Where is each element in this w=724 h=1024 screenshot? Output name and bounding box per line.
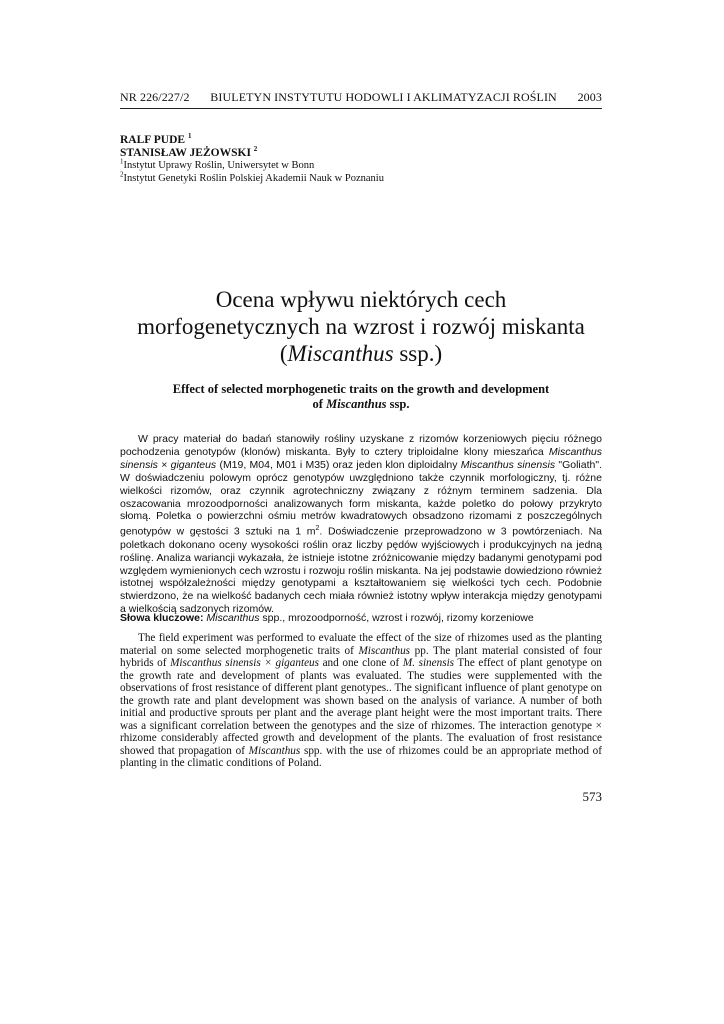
abstract-en-text-4: The effect of plant genotype on the growth rate and development of plants was evaluated. The studies were supplemented with the observations of frost resistance of different plant genotypes.. The significant influence of plant genotype on the growth rate and plant development was shown based on the analysis of variance. A number of both initial and productive sprouts per plant and the average plant height were the most important traits. There was a significant correlation between the genotypes and the size of rhizomes. The interaction genotype × rhizome considerably affected growth and development of the plants. The evaluation of frost resistance showed that propagation of [120,657,602,757]
english-title-suffix: ssp. [386,397,410,411]
author-2-mark: 2 [253,145,258,154]
abstract-en-italic-3: M. sinensis [402,657,455,669]
keywords-genus: Miscanthus [206,612,260,624]
english-title-line-1: Effect of selected morphogenetic traits on the growth and development [172,382,550,396]
page-number: 573 [582,789,602,804]
abstract-pl-italic-2: giganteus [170,458,217,471]
title-line-2: morfogenetycznych na wzrost i rozwój miskanta [137,314,585,339]
title-rest: ssp.) [393,341,443,366]
english-title-line-2 [120,397,602,412]
abstract-pl-text-5: . Doświadczenie przeprowadzono w 3 powtórzeniach. Na poletkach dokonano oceny wysokości roślin oraz liczby pędów wyjściowych i produkcyjnych na jedną roślinę. Analiza wariancji wykazała, że istnieje istotne zróżnicowanie między badanymi genotypami pod względem wymienionych cech wzrostu i rozwoju roślin miskanta. Na jej podstawie dowiedziono również istotnej współzależności między genotypami a kształtowaniem się wielkości tych cech. Podobnie stwierdzono, że na wielkość badanych cech miała również istotny wpływ interakcja między genotypami a wielkością sadzonych rizomów. [120,525,603,616]
author-1-name: RALF PUDE [120,134,186,146]
abstract-pl-text-1: W pracy materiał do badań stanowiły rośliny uzyskane z rizomów korzeniowych pięciu różnego pochodzenia genotypów (klonów) miskanta. Były to cztery triploidalne klony mieszańca [120,433,602,458]
journal-name: BIULETYN INSTYTUTU HODOWLI I AKLIMATYZACJI ROŚLIN [210,90,557,104]
abstract-polish-paragraph [120,433,602,616]
english-title [120,382,602,412]
affiliation-2-mark: 2 [120,170,124,178]
affiliation-1-mark: 1 [120,157,124,166]
abstract-en-italic-4: Miscanthus [248,744,301,757]
abstract-en-text-1: The field experiment was performed to evaluate the effect of the size of rhizomes used as the planting material on some selected morphogenetic traits of [120,632,602,657]
abstract-polish [120,433,602,616]
english-title-genus: Miscanthus [326,397,387,411]
affiliation-1 [120,157,384,173]
abstract-en-text-3: and one clone of [318,657,403,669]
keywords-label: Słowa kluczowe: [120,612,204,624]
abstract-pl-italic-1: Miscanthus sinensis [120,445,602,471]
english-title-prefix: of [312,397,327,411]
author-1 [120,134,384,147]
abstract-english [120,632,602,770]
abstract-en-italic-1: Miscanthus [358,644,411,657]
abstract-en-text-5: spp. with the use of rhizomes could be an appropriate method of planting in the climatic conditions of Poland. [120,744,602,769]
affiliation-1-text: Instytut Uprawy Roślin, Uniwersytet w Bonn [123,160,315,171]
abstract-pl-text-2: × [157,458,171,471]
abstract-pl-text-3: (M19, M04, M01 i M35) oraz jeden klon diploidalny [216,458,461,471]
title-line-3 [120,340,602,367]
title-open-paren: ( [279,341,288,366]
author-1-mark: 1 [187,132,192,141]
abstract-pl-superscript: 2 [315,525,320,533]
abstract-pl-italic-3: Miscanthus sinensis [460,458,556,471]
title-line-1: Ocena wpływu niektórych cech [215,287,507,312]
keywords-rest: spp., mrozoodporność, wzrost i rozwój, rizomy korzeniowe [259,612,534,624]
publication-year: 2003 [577,90,602,104]
title-genus: Miscanthus [287,341,394,366]
abstract-en-text-2: pp. The plant material consisted of four hybrids of [120,644,602,669]
author-2-name: STANISŁAW JEŻOWSKI [120,147,251,159]
header-rule [120,108,602,109]
affiliation-2 [120,170,384,186]
author-2 [120,147,384,160]
series-number: NR 226/227/2 [120,90,190,104]
affiliation-2-text: Instytut Genetyki Roślin Polskiej Akademii Nauk w Poznaniu [123,172,384,184]
abstract-pl-text-4: "Goliath". W doświadczeniu polowym oprócz genotypów uwzględniono także czynnik morfologiczny, tj. różne wielkości rizomów, oraz czynnik agrotechniczny związany z różnym terminem sadzenia. Dla oszacowania mrozoodporności analizowanych form miskanta, każde poletko do połowy przykryto słomą. Poletka o powierzchni ośmiu metrów kwadratowych obsadzono rizomami z poszczególnych genotypów w gęstości 3 sztuki na 1 m [120,458,602,538]
running-header [120,90,602,105]
paper-title [120,286,602,367]
abstract-english-paragraph [120,632,602,770]
author-block [120,134,384,185]
abstract-en-italic-2: Miscanthus sinensis × giganteus [170,657,319,669]
keywords [120,612,602,625]
